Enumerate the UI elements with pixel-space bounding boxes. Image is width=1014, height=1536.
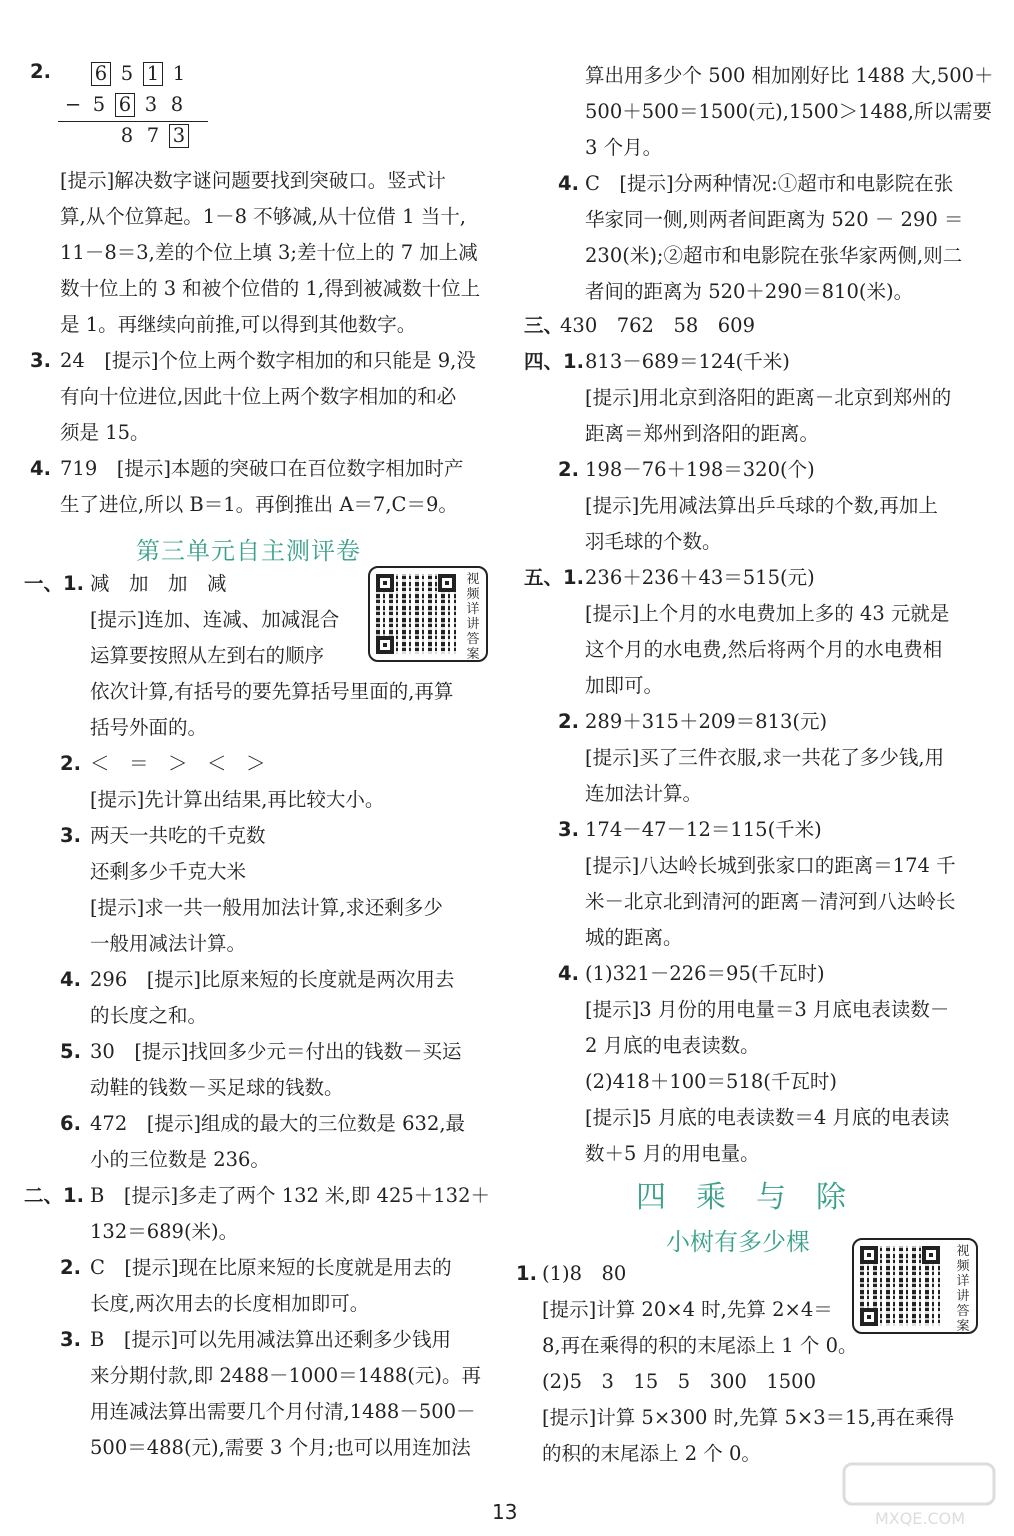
text-line: 719 [提示]本题的突破口在百位数字相加时产 — [60, 457, 464, 480]
qr-code[interactable] — [852, 1238, 978, 1334]
text-line: [提示]5 月底的电表读数＝4 月底的电表读 — [585, 1106, 950, 1129]
text-line: 华家同一侧,则两者间距离为 520 － 290 ＝ — [585, 208, 964, 231]
text-line: 132＝689(米)。 — [90, 1220, 239, 1243]
text-line: 2 月底的电表读数。 — [585, 1034, 760, 1057]
q2-digit: 5 — [120, 62, 134, 85]
text-line: [提示]八达岭长城到张家口的距离＝174 千 — [585, 854, 956, 877]
q2-digit: 8 — [170, 93, 184, 116]
text-line: 500＋500＝1500(元),1500＞1488,所以需要 — [585, 100, 992, 123]
text-line: 236＋236＋43＝515(元) — [585, 566, 815, 589]
text-line: 生了进位,所以 B＝1。再倒推出 A＝7,C＝9。 — [60, 493, 458, 516]
text-line: [提示]连加、连减、加减混合 — [90, 608, 340, 631]
q2-digit: 1 — [172, 62, 186, 85]
text-line: 算出用多少个 500 相加刚好比 1488 大,500＋ — [585, 64, 994, 87]
text-line: 用连减法算出需要几个月付清,1488－500－ — [90, 1400, 476, 1423]
text-line: 数＋5 月的用电量。 — [585, 1142, 760, 1165]
text-line: 长度,两次用去的长度相加即可。 — [90, 1292, 370, 1315]
text-line: 运算要按照从左到右的顺序 — [90, 644, 325, 667]
text-line: 来分期付款,即 2488－1000＝1488(元)。再 — [90, 1364, 481, 1387]
text-line: [提示]先计算出结果,再比较大小。 — [90, 788, 385, 811]
q4-number: 4. — [30, 457, 51, 480]
q2-box: 6 — [91, 62, 111, 86]
text-line: 296 [提示]比原来短的长度就是两次用去 — [90, 968, 455, 991]
text-line: 连加法计算。 — [585, 782, 703, 805]
text-line: (2)418＋100＝518(千瓦时) — [585, 1070, 837, 1093]
qr-finder — [860, 1308, 878, 1326]
q2-box: 1 — [143, 62, 163, 86]
text-line: [提示]先用减法算出乒乓球的个数,再加上 — [585, 494, 938, 517]
text-line: [提示]3 月份的用电量＝3 月底电表读数－ — [585, 998, 950, 1021]
text-line: C [提示]现在比原来短的长度就是用去的 — [90, 1256, 452, 1279]
qr-finder — [438, 574, 456, 592]
text-line: (1)8 80 — [542, 1262, 627, 1285]
qr-finder — [860, 1246, 878, 1264]
text-line: 须是 15。 — [60, 421, 150, 444]
text-line: 城的距离。 — [585, 926, 683, 949]
qr-caption: 视频详讲答案 — [956, 1244, 970, 1334]
item-number: 3. — [60, 1328, 81, 1351]
text-line: 数十位上的 3 和被个位借的 1,得到被减数十位上 — [60, 277, 481, 300]
text-line: 289＋315＋209＝813(元) — [585, 710, 828, 733]
item-number: 3. — [60, 824, 81, 847]
text-line: 813－689＝124(千米) — [585, 350, 790, 373]
text-line: 430 762 58 609 — [560, 314, 755, 337]
item-number: 4. — [558, 962, 579, 985]
text-line: [提示]计算 20×4 时,先算 2×4＝ — [542, 1298, 833, 1321]
text-line: 这个月的水电费,然后将两个月的水电费相 — [585, 638, 943, 661]
text-line: 11－8＝3,差的个位上填 3;差十位上的 7 加上减 — [60, 241, 478, 264]
text-line: 198－76＋198＝320(个) — [585, 458, 815, 481]
section-three-label: 三、 — [524, 314, 564, 337]
q3-number: 3. — [30, 349, 51, 372]
text-line: C [提示]分两种情况:①超市和电影院在张 — [585, 172, 954, 195]
text-line: 米－北京北到清河的距离－清河到八达岭长 — [585, 890, 956, 913]
item-number: 4. — [558, 172, 579, 195]
text-line: B [提示]可以先用减法算出还剩多少钱用 — [90, 1328, 452, 1351]
text-line: 依次计算,有括号的要先算括号里面的,再算 — [90, 680, 454, 703]
item-number: 2. — [60, 1256, 81, 1279]
watermark-text: MXQE.COM — [874, 1509, 966, 1528]
qr-caption: 视频详讲答案 — [466, 572, 480, 662]
text-line: 减 加 加 减 — [90, 572, 227, 595]
section-five-label: 五、1. — [524, 566, 584, 589]
q2-rule — [58, 121, 208, 122]
q2-digit: 3 — [144, 93, 158, 116]
text-line: 的长度之和。 — [90, 1004, 208, 1027]
text-line: 24 [提示]个位上两个数字相加的和只能是 9,没 — [60, 349, 476, 372]
q2-row2 — [60, 93, 190, 117]
section-four-label: 四、1. — [524, 350, 584, 373]
q2-digit: 5 — [92, 93, 106, 116]
text-line: 30 [提示]找回多少元＝付出的钱数－买运 — [90, 1040, 462, 1063]
q2-digit: 7 — [146, 124, 160, 147]
text-line: 8,再在乘得的积的末尾添上 1 个 0。 — [542, 1334, 858, 1357]
text-line: [提示]求一共一般用加法计算,求还剩多少 — [90, 896, 443, 919]
text-line: 3 个月。 — [585, 136, 663, 159]
text-line: [提示]计算 5×300 时,先算 5×3＝15,再在乘得 — [542, 1406, 955, 1429]
item-number: 1. — [516, 1262, 537, 1285]
item-number: 2. — [60, 752, 81, 775]
text-line: (2)5 3 15 5 300 1500 — [542, 1370, 816, 1393]
text-line: B [提示]多走了两个 132 米,即 425＋132＋ — [90, 1184, 490, 1207]
text-line: 算,从个位算起。1－8 不够减,从十位借 1 当十, — [60, 205, 466, 228]
qr-finder — [376, 636, 394, 654]
text-line: 230(米);②超市和电影院在张华家两侧,则二 — [585, 244, 963, 267]
qr-finder — [922, 1246, 940, 1264]
watermark-logo — [840, 1460, 1000, 1530]
item-number: 3. — [558, 818, 579, 841]
text-line: 小的三位数是 236。 — [90, 1148, 270, 1171]
text-line: 动鞋的钱数－买足球的钱数。 — [90, 1076, 344, 1099]
text-line: (1)321－226＝95(千瓦时) — [585, 962, 825, 985]
page-number: 13 — [492, 1500, 518, 1524]
item-number: 4. — [60, 968, 81, 991]
lesson-title: 小树有多少棵 — [666, 1228, 810, 1256]
text-line: 括号外面的。 — [90, 716, 208, 739]
q2-row1 — [88, 62, 192, 86]
text-line: [提示]解决数字谜问题要找到突破口。竖式计 — [60, 169, 446, 192]
text-line: 一般用减法计算。 — [90, 932, 247, 955]
text-line: 174－47－12＝115(千米) — [585, 818, 822, 841]
text-line: 还剩多少千克大米 — [90, 860, 247, 883]
q2-box: 3 — [169, 124, 189, 148]
item-number: 2. — [558, 710, 579, 733]
q2-number: 2. — [30, 60, 51, 83]
qr-code[interactable] — [368, 566, 488, 662]
item-number: 6. — [60, 1112, 81, 1135]
q2-box: 6 — [115, 93, 135, 117]
text-line: 472 [提示]组成的最大的三位数是 632,最 — [90, 1112, 466, 1135]
section-two-label: 二、1. — [24, 1184, 84, 1207]
q2-row3 — [114, 124, 192, 148]
minus-sign: − — [64, 93, 82, 116]
text-line: 距离＝郑州到洛阳的距离。 — [585, 422, 820, 445]
text-line: 羽毛球的个数。 — [585, 530, 722, 553]
text-line: 两天一共吃的千克数 — [90, 824, 266, 847]
section-title: 第三单元自主测评卷 — [136, 537, 361, 565]
text-line: 有向十位进位,因此十位上两个数字相加的和必 — [60, 385, 457, 408]
text-line: 的积的末尾添上 2 个 0。 — [542, 1442, 761, 1465]
text-line: 加即可。 — [585, 674, 664, 697]
text-line: 500＝488(元),需要 3 个月;也可以用连加法 — [90, 1436, 471, 1459]
text-line: 者间的距离为 520＋290＝810(米)。 — [585, 280, 914, 303]
qr-finder — [376, 574, 394, 592]
text-line: [提示]用北京到洛阳的距离－北京到郑州的 — [585, 386, 952, 409]
section-one-label: 一、1. — [24, 572, 84, 595]
item-number: 5. — [60, 1040, 81, 1063]
text-line: [提示]上个月的水电费加上多的 43 元就是 — [585, 602, 950, 625]
text-line: ＜ ＝ ＞ ＜ ＞ — [90, 752, 266, 775]
text-line: 是 1。再继续向前推,可以得到其他数字。 — [60, 313, 417, 336]
text-line: [提示]买了三件衣服,求一共花了多少钱,用 — [585, 746, 945, 769]
q2-digit: 8 — [120, 124, 134, 147]
item-number: 2. — [558, 458, 579, 481]
chapter-title: 四 乘 与 除 — [636, 1180, 846, 1215]
